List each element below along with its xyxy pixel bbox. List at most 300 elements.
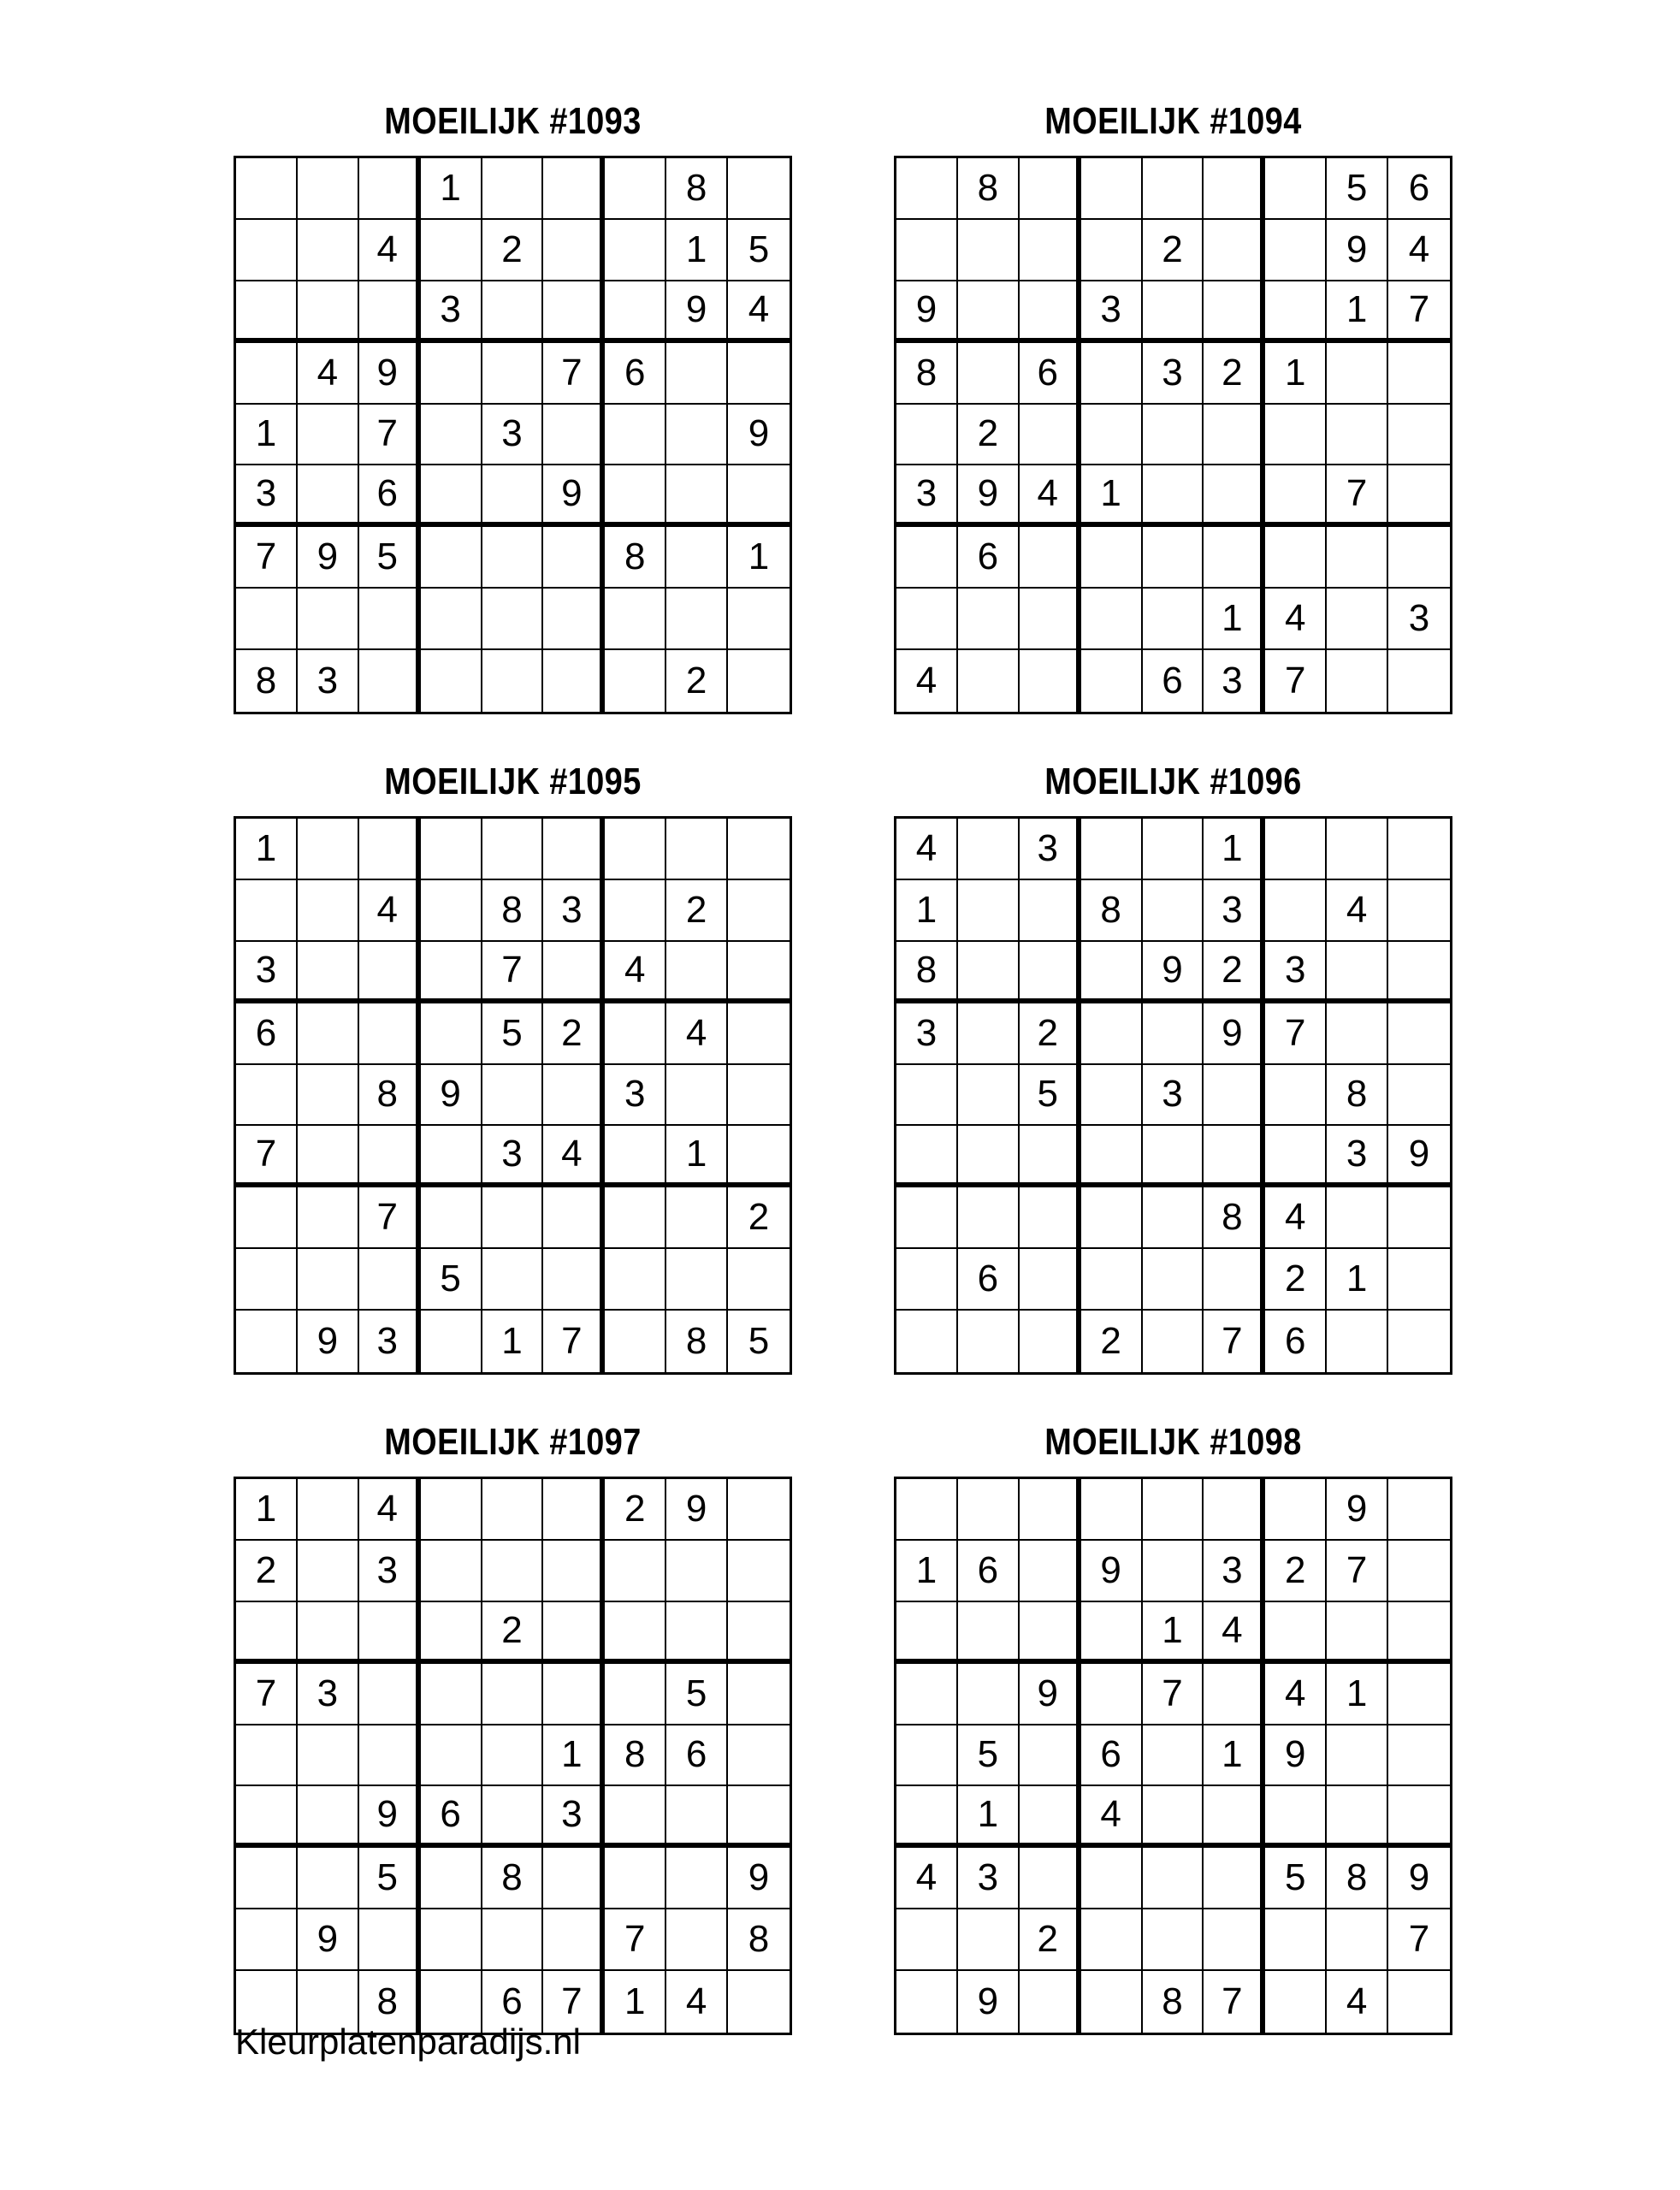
sudoku-grid: [234, 1477, 792, 2035]
sudoku-cell: 3: [1143, 343, 1204, 405]
sudoku-cell: [1020, 1249, 1081, 1311]
sudoku-cell: 8: [1327, 1065, 1388, 1127]
sudoku-cell: 9: [1327, 1479, 1388, 1541]
sudoku-cell: 2: [1081, 1311, 1143, 1372]
sudoku-cell: [421, 343, 482, 405]
sudoku-cell: 2: [666, 880, 728, 942]
sudoku-cell: [482, 158, 544, 220]
sudoku-cell: [421, 220, 482, 281]
sudoku-cell: [298, 1187, 359, 1249]
sudoku-cell: 5: [666, 1664, 728, 1725]
sudoku-cell: 7: [543, 1971, 605, 2033]
sudoku-cell: 6: [236, 1003, 298, 1065]
sudoku-cell: [605, 1187, 666, 1249]
sudoku-cell: [1265, 1909, 1327, 1971]
sudoku-cell: 2: [236, 1541, 298, 1602]
sudoku-cell: 3: [421, 281, 482, 343]
puzzle-title: MOEILIJK #1097: [384, 1421, 642, 1463]
sudoku-cell: [1081, 158, 1143, 220]
sudoku-cell: [236, 1848, 298, 1909]
sudoku-cell: 4: [666, 1003, 728, 1065]
sudoku-cell: [1020, 527, 1081, 589]
sudoku-cell: [1081, 1126, 1143, 1187]
sudoku-cell: 8: [1081, 880, 1143, 942]
sudoku-cell: 3: [958, 1848, 1020, 1909]
sudoku-cell: [896, 158, 958, 220]
sudoku-cell: 8: [728, 1909, 790, 1971]
sudoku-cell: [1081, 942, 1143, 1003]
sudoku-cell: [666, 343, 728, 405]
sudoku-cell: 7: [1327, 1541, 1388, 1602]
sudoku-cell: [298, 942, 359, 1003]
sudoku-cell: [421, 942, 482, 1003]
sudoku-cell: [482, 1541, 544, 1602]
sudoku-grid: [234, 816, 792, 1375]
sudoku-cell: [359, 650, 421, 712]
sudoku-cell: [1388, 1311, 1450, 1372]
sudoku-cell: [958, 1664, 1020, 1725]
sudoku-cell: [1020, 1848, 1081, 1909]
sudoku-cell: 8: [666, 1311, 728, 1372]
sudoku-cell: [482, 1725, 544, 1787]
sudoku-cell: [1020, 650, 1081, 712]
sudoku-cell: [728, 650, 790, 712]
sudoku-cell: [1388, 1187, 1450, 1249]
sudoku-cell: 2: [1265, 1249, 1327, 1311]
sudoku-cell: [728, 819, 790, 880]
sudoku-cell: [1081, 220, 1143, 281]
sudoku-cell: [1020, 281, 1081, 343]
sudoku-cell: [1081, 1249, 1143, 1311]
sudoku-cell: [1388, 650, 1450, 712]
sudoku-cell: 1: [482, 1311, 544, 1372]
sudoku-cell: [1388, 465, 1450, 527]
sudoku-cell: 7: [1204, 1311, 1265, 1372]
sudoku-cell: [1388, 343, 1450, 405]
sudoku-cell: 7: [236, 527, 298, 589]
sudoku-cell: 4: [1265, 1664, 1327, 1725]
puzzle-title: MOEILIJK #1098: [1044, 1421, 1302, 1463]
sudoku-cell: [359, 1725, 421, 1787]
sudoku-cell: 9: [896, 281, 958, 343]
sudoku-cell: 3: [1204, 880, 1265, 942]
sudoku-cell: [666, 465, 728, 527]
sudoku-cell: [1020, 158, 1081, 220]
sudoku-cell: 8: [1143, 1971, 1204, 2033]
sudoku-cell: [1143, 1541, 1204, 1602]
sudoku-cell: [1327, 1003, 1388, 1065]
sudoku-cell: [1265, 1786, 1327, 1848]
sudoku-cell: [1020, 1971, 1081, 2033]
sudoku-cell: 2: [482, 1602, 544, 1664]
sudoku-cell: [236, 220, 298, 281]
sudoku-cell: [1265, 1126, 1327, 1187]
sudoku-cell: 1: [605, 1971, 666, 2033]
sudoku-cell: [896, 589, 958, 650]
sudoku-cell: [896, 1909, 958, 1971]
sudoku-cell: [958, 589, 1020, 650]
sudoku-cell: [482, 1664, 544, 1725]
sudoku-cell: 7: [605, 1909, 666, 1971]
sudoku-cell: 2: [1265, 1541, 1327, 1602]
sudoku-cell: [958, 880, 1020, 942]
sudoku-cell: 6: [958, 527, 1020, 589]
sudoku-cell: 4: [1020, 465, 1081, 527]
sudoku-cell: 4: [1265, 1187, 1327, 1249]
sudoku-puzzle: [234, 1413, 792, 2023]
sudoku-cell: 4: [1327, 1971, 1388, 2033]
sudoku-cell: [896, 1971, 958, 2033]
sudoku-cell: [359, 1249, 421, 1311]
sudoku-cell: [1081, 405, 1143, 466]
sudoku-cell: [482, 281, 544, 343]
sudoku-cell: [605, 1848, 666, 1909]
sudoku-cell: [1081, 650, 1143, 712]
sudoku-cell: [421, 1602, 482, 1664]
sudoku-cell: [359, 281, 421, 343]
sudoku-grid: [234, 156, 792, 714]
sudoku-cell: [1020, 1311, 1081, 1372]
sudoku-cell: 7: [359, 1187, 421, 1249]
sudoku-cell: [1020, 589, 1081, 650]
sudoku-cell: [666, 1541, 728, 1602]
sudoku-cell: [421, 1479, 482, 1541]
sudoku-cell: 9: [298, 527, 359, 589]
sudoku-cell: 7: [1143, 1664, 1204, 1725]
sudoku-cell: [482, 527, 544, 589]
sudoku-cell: 4: [359, 880, 421, 942]
sudoku-cell: [482, 465, 544, 527]
sudoku-cell: 6: [1143, 650, 1204, 712]
sudoku-cell: [543, 942, 605, 1003]
sudoku-cell: [1081, 1479, 1143, 1541]
sudoku-cell: [666, 589, 728, 650]
sudoku-cell: [1143, 527, 1204, 589]
sudoku-cell: [1143, 158, 1204, 220]
sudoku-cell: 8: [896, 942, 958, 1003]
sudoku-cell: [1081, 1187, 1143, 1249]
sudoku-cell: 9: [958, 465, 1020, 527]
sudoku-cell: [896, 405, 958, 466]
sudoku-cell: [298, 819, 359, 880]
sudoku-cell: [728, 1249, 790, 1311]
sudoku-cell: [482, 819, 544, 880]
sudoku-cell: [482, 589, 544, 650]
sudoku-cell: 1: [1204, 589, 1265, 650]
sudoku-cell: 1: [236, 405, 298, 466]
sudoku-cell: 1: [1204, 1725, 1265, 1787]
sudoku-cell: [421, 1848, 482, 1909]
sudoku-cell: [421, 1664, 482, 1725]
sudoku-cell: [1081, 1971, 1143, 2033]
sudoku-cell: [896, 1249, 958, 1311]
sudoku-cell: [1143, 1479, 1204, 1541]
sudoku-cell: [421, 1003, 482, 1065]
sudoku-cell: [1327, 819, 1388, 880]
sudoku-cell: [728, 465, 790, 527]
sudoku-cell: [359, 1602, 421, 1664]
sudoku-cell: [1081, 1909, 1143, 1971]
sudoku-cell: [958, 1311, 1020, 1372]
sudoku-cell: [1020, 1725, 1081, 1787]
sudoku-cell: 9: [1388, 1848, 1450, 1909]
sudoku-cell: [605, 158, 666, 220]
sudoku-cell: [958, 1909, 1020, 1971]
sudoku-cell: 9: [359, 343, 421, 405]
sudoku-cell: [1020, 880, 1081, 942]
sudoku-cell: [728, 1971, 790, 2033]
sudoku-cell: [482, 1909, 544, 1971]
sudoku-cell: 3: [1388, 589, 1450, 650]
sudoku-cell: 8: [605, 1725, 666, 1787]
sudoku-cell: 3: [359, 1311, 421, 1372]
sudoku-cell: [421, 1126, 482, 1187]
sudoku-cell: 5: [748, 1320, 770, 1363]
sudoku-cell: 3: [1327, 1126, 1388, 1187]
sudoku-cell: [896, 1065, 958, 1127]
sudoku-cell: [1020, 942, 1081, 1003]
sudoku-cell: [1143, 589, 1204, 650]
sudoku-cell: [1265, 1479, 1327, 1541]
sudoku-cell: [298, 220, 359, 281]
sudoku-cell: [482, 343, 544, 405]
sudoku-cell: [1204, 465, 1265, 527]
sudoku-cell: 4: [543, 1126, 605, 1187]
sudoku-cell: 8: [1327, 1848, 1388, 1909]
sudoku-cell: [605, 281, 666, 343]
sudoku-cell: 4: [1081, 1786, 1143, 1848]
sudoku-puzzle: [894, 1413, 1452, 2023]
sudoku-cell: [896, 220, 958, 281]
sudoku-cell: [236, 1602, 298, 1664]
sudoku-cell: [298, 1541, 359, 1602]
sudoku-cell: 9: [958, 1971, 1020, 2033]
sudoku-cell: [1388, 1602, 1450, 1664]
sudoku-cell: 4: [605, 942, 666, 1003]
sudoku-cell: 8: [958, 158, 1020, 220]
sudoku-cell: [1081, 589, 1143, 650]
sudoku-cell: 2: [1020, 1003, 1081, 1065]
sudoku-cell: [605, 819, 666, 880]
sudoku-cell: [543, 1187, 605, 1249]
sudoku-cell: [728, 1664, 790, 1725]
sudoku-cell: 4: [359, 220, 421, 281]
sudoku-cell: [1388, 942, 1450, 1003]
sudoku-cell: [298, 1848, 359, 1909]
sudoku-cell: [1143, 1126, 1204, 1187]
sudoku-cell: 3: [605, 1065, 666, 1127]
sudoku-cell: [1081, 343, 1143, 405]
sudoku-cell: [1327, 589, 1388, 650]
sudoku-cell: [1020, 1786, 1081, 1848]
sudoku-cell: [1143, 1249, 1204, 1311]
sudoku-cell: [359, 942, 421, 1003]
sudoku-cell: 9: [1143, 942, 1204, 1003]
sudoku-cell: 8: [482, 880, 544, 942]
sudoku-cell: 5: [421, 1249, 482, 1311]
sudoku-cell: [1388, 819, 1450, 880]
sudoku-cell: [958, 281, 1020, 343]
sudoku-cell: 7: [1388, 281, 1450, 343]
sudoku-cell: 9: [728, 1848, 790, 1909]
sudoku-cell: 1: [666, 220, 728, 281]
sudoku-cell: [298, 880, 359, 942]
sudoku-cell: 5: [1020, 1065, 1081, 1127]
sudoku-cell: [236, 281, 298, 343]
sudoku-cell: [1081, 1065, 1143, 1127]
sudoku-cell: [421, 1541, 482, 1602]
sudoku-cell: 5: [359, 1848, 421, 1909]
sudoku-cell: 2: [605, 1479, 666, 1541]
sudoku-cell: 7: [543, 343, 605, 405]
sudoku-cell: [958, 1479, 1020, 1541]
sudoku-cell: 3: [896, 1003, 958, 1065]
sudoku-cell: [1265, 1065, 1327, 1127]
sudoku-cell: [1204, 281, 1265, 343]
sudoku-cell: [1327, 1725, 1388, 1787]
sudoku-cell: [605, 650, 666, 712]
sudoku-cell: [298, 281, 359, 343]
sudoku-cell: [482, 1187, 544, 1249]
sudoku-cell: 7: [1265, 650, 1327, 712]
sudoku-cell: 7: [1265, 1003, 1327, 1065]
sudoku-cell: [896, 1786, 958, 1848]
sudoku-cell: [1143, 1311, 1204, 1372]
sudoku-cell: 5: [1327, 158, 1388, 220]
sudoku-cell: [1081, 527, 1143, 589]
sudoku-cell: [666, 942, 728, 1003]
puzzle-title: MOEILIJK #1095: [384, 761, 642, 802]
sudoku-cell: [1265, 1602, 1327, 1664]
sudoku-cell: 4: [298, 343, 359, 405]
sudoku-cell: [958, 220, 1020, 281]
sudoku-cell: [728, 1065, 790, 1127]
sudoku-cell: [421, 650, 482, 712]
sudoku-cell: [1327, 343, 1388, 405]
puzzle-title: MOEILIJK #1093: [384, 100, 642, 142]
sudoku-cell: [605, 1003, 666, 1065]
sudoku-cell: [543, 405, 605, 466]
sudoku-cell: 6: [359, 465, 421, 527]
sudoku-cell: [605, 1311, 666, 1372]
sudoku-cell: [1388, 880, 1450, 942]
sudoku-cell: [728, 1479, 790, 1541]
sudoku-puzzle: [234, 753, 792, 1363]
sudoku-cell: [958, 1602, 1020, 1664]
sudoku-cell: [543, 819, 605, 880]
sudoku-cell: 3: [1204, 1541, 1265, 1602]
sudoku-cell: 5: [728, 220, 790, 281]
sudoku-cell: [543, 1602, 605, 1664]
sudoku-cell: [236, 1311, 298, 1372]
sudoku-puzzle: [234, 92, 792, 702]
sudoku-cell: [1265, 1971, 1327, 2033]
sudoku-cell: [1020, 1602, 1081, 1664]
puzzle-title: MOEILIJK #1096: [1044, 761, 1302, 802]
sudoku-cell: [1204, 1249, 1265, 1311]
sudoku-cell: [236, 1725, 298, 1787]
sudoku-cell: 3: [1081, 281, 1143, 343]
sudoku-cell: [1143, 405, 1204, 466]
sudoku-cell: 3: [543, 880, 605, 942]
sudoku-cell: [666, 1065, 728, 1127]
sudoku-cell: [1327, 1909, 1388, 1971]
sudoku-cell: [543, 281, 605, 343]
sudoku-cell: [543, 589, 605, 650]
sudoku-cell: 7: [482, 942, 544, 1003]
sudoku-cell: 9: [1020, 1664, 1081, 1725]
sudoku-cell: 6: [605, 343, 666, 405]
sudoku-cell: [958, 942, 1020, 1003]
sudoku-cell: 6: [666, 1725, 728, 1787]
sudoku-cell: [359, 589, 421, 650]
sudoku-cell: [1143, 1725, 1204, 1787]
sudoku-cell: 1: [1204, 819, 1265, 880]
sudoku-cell: [1388, 1065, 1450, 1127]
sudoku-cell: [482, 1249, 544, 1311]
sudoku-cell: [421, 589, 482, 650]
sudoku-cell: [236, 1065, 298, 1127]
sudoku-cell: 1: [896, 1541, 958, 1602]
sudoku-cell: [605, 1126, 666, 1187]
sudoku-cell: [728, 1003, 790, 1065]
sudoku-cell: 1: [1265, 343, 1327, 405]
sudoku-cell: 8: [1204, 1187, 1265, 1249]
sudoku-cell: [1265, 465, 1327, 527]
sudoku-cell: [421, 527, 482, 589]
sudoku-cell: [728, 942, 790, 1003]
sudoku-cell: 9: [543, 465, 605, 527]
sudoku-cell: 1: [728, 527, 790, 589]
sudoku-cell: [1143, 819, 1204, 880]
sudoku-cell: [1265, 220, 1327, 281]
sudoku-cell: [421, 819, 482, 880]
sudoku-cell: [543, 1848, 605, 1909]
sudoku-grid: [894, 1477, 1452, 2035]
sudoku-puzzle: [894, 753, 1452, 1363]
sudoku-cell: [728, 158, 790, 220]
sudoku-cell: [1388, 1479, 1450, 1541]
sudoku-cell: [298, 1249, 359, 1311]
sudoku-cell: [728, 1541, 790, 1602]
site-footer: Kleurplatenparadijs.nl: [235, 2021, 581, 2062]
sudoku-cell: [482, 1786, 544, 1848]
sudoku-cell: 9: [1265, 1725, 1327, 1787]
sudoku-cell: 8: [605, 527, 666, 589]
sudoku-cell: [1143, 465, 1204, 527]
sudoku-cell: 3: [298, 1664, 359, 1725]
sudoku-cell: [1020, 1187, 1081, 1249]
sudoku-cell: [482, 1065, 544, 1127]
sudoku-cell: 9: [1081, 1541, 1143, 1602]
sudoku-cell: [298, 465, 359, 527]
sudoku-cell: 2: [666, 650, 728, 712]
sudoku-cell: [605, 589, 666, 650]
sudoku-cell: [1388, 1003, 1450, 1065]
sudoku-cell: 4: [666, 1971, 728, 2033]
sudoku-cell: [543, 1479, 605, 1541]
sudoku-cell: [359, 1126, 421, 1187]
sudoku-cell: [1020, 220, 1081, 281]
sudoku-cell: [605, 1249, 666, 1311]
sudoku-cell: [298, 405, 359, 466]
sudoku-cell: [1204, 1909, 1265, 1971]
sudoku-cell: [298, 589, 359, 650]
sudoku-cell: [605, 1541, 666, 1602]
sudoku-cell: [1327, 527, 1388, 589]
sudoku-cell: 1: [236, 1479, 298, 1541]
sudoku-cell: [359, 1909, 421, 1971]
